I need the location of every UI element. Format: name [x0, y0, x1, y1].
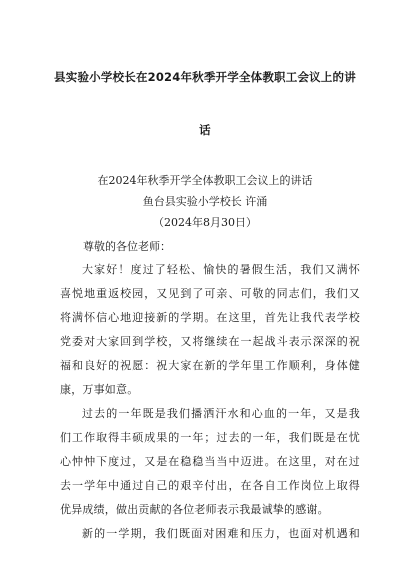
- salutation: 尊敬的各位老师：: [83, 240, 171, 253]
- body-line: 将满怀信心地迎接新的学期。在这里，首先让我代表学校: [60, 311, 360, 324]
- body-line: 大家好！度过了轻松、愉快的暑假生活，我们又满怀: [82, 263, 360, 276]
- speech-subtitle: 在2024年秋季开学全体教职工会议上的讲话: [97, 174, 313, 187]
- body-line: 心忡忡下度过，又是在稳稳当当中迈进。在这里，对在过: [60, 455, 360, 468]
- document-title-line-1: 县实验小学校长在2024年秋季开学全体教职工会议上的讲: [54, 70, 356, 84]
- body-line: 喜悦地重返校园，又见到了可亲、可敬的同志们，我们又: [60, 287, 360, 300]
- body-line: 党委对大家回到学校，又将继续在一起战斗表示深深的祝: [60, 335, 360, 348]
- body-line: 们工作取得丰硕成果的一年；过去的一年，我们既是在忧: [60, 431, 360, 444]
- body-line: 新的一学期，我们既面对困难和压力，也面对机遇和: [82, 527, 360, 540]
- speech-author: 鱼台县实验小学校长 许涌: [142, 195, 268, 208]
- body-line: 优异成绩，做出贡献的各位老师表示我最诚挚的感谢。: [60, 503, 329, 516]
- speech-body: [60, 260, 360, 548]
- body-line: 过去的一年既是我们播洒汗水和心血的一年，又是我: [82, 407, 360, 420]
- document-title-line-2: 话: [199, 123, 211, 137]
- speech-date: （2024年8月30日）: [153, 216, 257, 229]
- body-line: 去一学年中通过自己的艰辛付出，在各自工作岗位上取得: [60, 479, 360, 492]
- body-line: 康，万事如意。: [60, 383, 139, 396]
- body-line: 福和良好的祝愿：祝大家在新的学年里工作顺利，身体健: [60, 359, 360, 372]
